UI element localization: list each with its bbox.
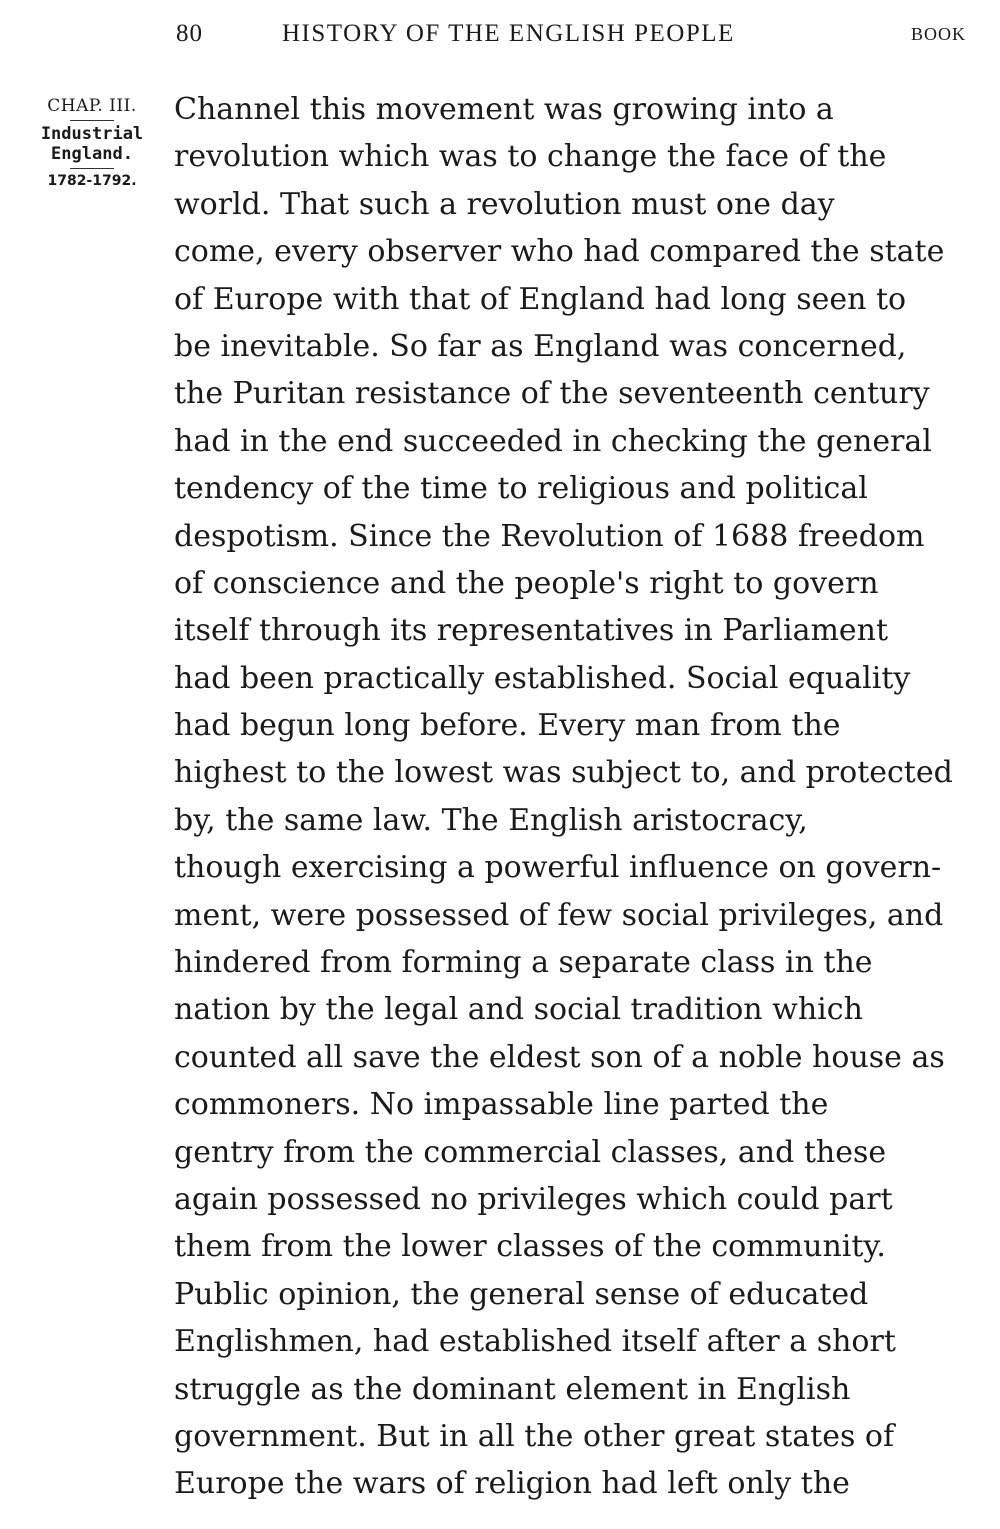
- running-title: HISTORY OF THE ENGLISH PEOPLE: [282, 20, 735, 47]
- text-line: highest to the lowest was subject to, and protected: [174, 755, 953, 791]
- text-line: struggle as the dominant element in English: [174, 1371, 851, 1407]
- running-header: [176, 20, 966, 54]
- text-line: had been practically established. Social equality: [174, 660, 911, 696]
- margin-dates: 1782-1792.: [47, 173, 137, 189]
- text-line: had in the end succeeded in checking the general: [174, 423, 932, 459]
- text-line: tendency of the time to religious and political: [174, 471, 868, 507]
- margin-rule: [70, 168, 114, 169]
- text-line: despotism. Since the Revolution of 1688 freedom: [174, 518, 925, 554]
- text-line: commoners. No impassable line parted the: [174, 1087, 829, 1123]
- text-line: counted all save the eldest son of a noble house as: [174, 1039, 945, 1075]
- text-line: Englishmen, had established itself after a short: [174, 1324, 896, 1360]
- text-line: Europe the wars of religion had left only the: [174, 1466, 850, 1502]
- text-line: of Europe with that of England had long seen to: [174, 281, 907, 317]
- margin-note: [30, 96, 154, 189]
- text-line: world. That such a revolution must one day: [174, 186, 835, 222]
- text-line: nation by the legal and social tradition which: [174, 992, 863, 1028]
- text-line: though exercising a powerful influence on govern-: [174, 850, 942, 886]
- text-line: of conscience and the people's right to govern: [174, 565, 879, 601]
- text-line: Public opinion, the general sense of educated: [174, 1276, 869, 1312]
- text-line: itself through its representatives in Parliament: [174, 613, 889, 649]
- text-line: Channel this movement was growing into a: [174, 92, 834, 127]
- book-label: BOOK: [910, 24, 966, 44]
- text-line: them from the lower classes of the community.: [174, 1229, 886, 1265]
- text-line: by, the same law. The English aristocracy,: [174, 802, 808, 838]
- margin-topic-line1: Industrial: [40, 124, 144, 144]
- margin-rule: [70, 120, 114, 121]
- text-line: be inevitable. So far as England was concerned,: [174, 328, 907, 364]
- margin-topic-line2: England.: [51, 144, 133, 164]
- text-line: had begun long before. Every man from the: [174, 708, 841, 744]
- text-line: revolution which was to change the face of the: [174, 139, 887, 175]
- text-line: government. But in all the other great states of: [174, 1418, 895, 1454]
- chapter-label: CHAP. III.: [47, 96, 137, 116]
- text-line: ment, were possessed of few social privileges, and: [174, 897, 944, 933]
- text-line: come, every observer who had compared the state: [174, 234, 945, 270]
- text-line: the Puritan resistance of the seventeenth century: [174, 376, 930, 412]
- text-line: hindered from forming a separate class in the: [174, 945, 873, 981]
- body-text: [174, 86, 966, 1508]
- text-line: gentry from the commercial classes, and these: [174, 1134, 887, 1170]
- page-number: 80: [176, 20, 203, 47]
- text-line: again possessed no privileges which could part: [174, 1181, 893, 1217]
